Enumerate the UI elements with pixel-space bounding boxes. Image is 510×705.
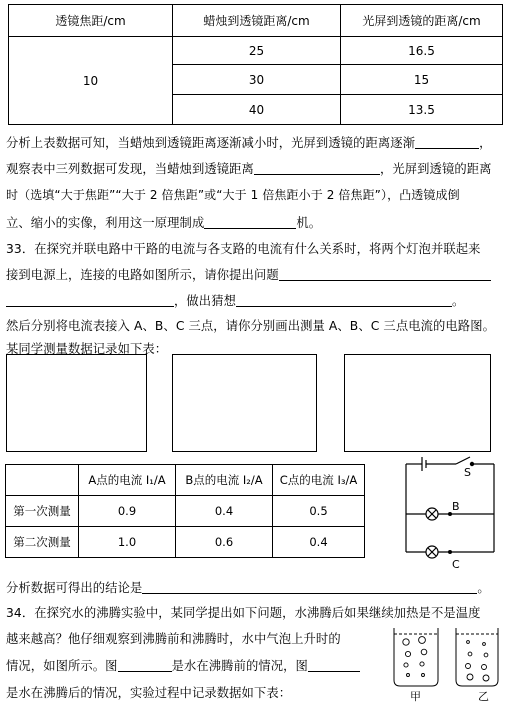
question-34-line: 34．在探究水的沸腾实验中，某同学提出如下问题，水沸腾后如果继续加热是不是温度 xyxy=(6,606,481,620)
conclusion-blank[interactable] xyxy=(142,581,477,594)
text-line: 分析上表数据可知，当蜡烛到透镜距离逐渐减小时，光屏到透镜的距离逐渐 ， xyxy=(6,136,492,150)
table-cell: 30 xyxy=(173,65,341,95)
table-cell: 0.4 xyxy=(176,496,273,527)
question-33-line: 接到电源上，连接的电路如图所示，请你提出问题 xyxy=(6,265,491,283)
row-label: 第二次测量 xyxy=(6,527,79,558)
answer-blank[interactable] xyxy=(415,136,479,149)
parallel-circuit-diagram xyxy=(398,452,510,574)
header-focal: 透镜焦距/cm xyxy=(9,5,173,37)
table-cell: 0.4 xyxy=(273,527,365,558)
switch-label: S xyxy=(464,466,471,479)
text-line: 观察表中三列数据可发现，当蜡烛到透镜距离 ，光屏到透镜的距离 xyxy=(6,162,492,176)
text-line: 时（选填“大于焦距”“大于 2 倍焦距”或“大于 1 倍焦距小于 2 倍焦距”），凸透镜成倒 xyxy=(6,188,460,202)
table-cell: 15 xyxy=(341,65,503,95)
header-a-current: A点的电流 I₁/A xyxy=(79,465,176,496)
lens-data-table xyxy=(8,4,503,125)
question-33-line: ，做出猜想 。 xyxy=(6,291,464,309)
header-c-current: C点的电流 I₃/A xyxy=(273,465,365,496)
guess-blank[interactable] xyxy=(236,294,452,307)
question-33-line: 某同学测量数据记录如下表： xyxy=(6,342,168,356)
drawing-box-c[interactable] xyxy=(344,354,491,452)
question-33-line: 然后分别将电流表接入 A、B、C 三点，请你分别画出测量 A、B、C 三点电流的电路图。 xyxy=(6,319,495,333)
question-blank[interactable] xyxy=(279,268,491,281)
beaker-label-jia: 甲 xyxy=(410,690,421,703)
header-screen-distance: 光屏到透镜的距离/cm xyxy=(341,5,503,37)
header-candle-distance: 蜡烛到透镜距离/cm xyxy=(173,5,341,37)
question-34-line: 是水在沸腾后的情况，实验过程中记录数据如下表： xyxy=(6,686,292,700)
point-c-label: C xyxy=(452,558,460,571)
table-cell: 1.0 xyxy=(79,527,176,558)
header-b-current: B点的电流 I₂/A xyxy=(176,465,273,496)
boiling-beakers-figure xyxy=(388,622,508,702)
table-cell: 0.5 xyxy=(273,496,365,527)
current-data-table xyxy=(5,464,365,558)
table-cell: 40 xyxy=(173,95,341,125)
table-cell xyxy=(6,465,79,496)
question-33-line: 33．在探究并联电路中干路的电流与各支路的电流有什么关系时，将两个灯泡并联起来 xyxy=(6,242,481,256)
answer-blank[interactable] xyxy=(118,659,172,672)
conclusion-line: 分析数据可得出的结论是 。 xyxy=(6,581,490,595)
table-cell: 16.5 xyxy=(341,37,503,65)
answer-blank[interactable] xyxy=(204,216,296,229)
answer-blank[interactable] xyxy=(254,162,380,175)
focal-value: 10 xyxy=(9,37,173,125)
drawing-box-b[interactable] xyxy=(172,354,317,452)
text-line: 立、缩小的实像，利用这一原理制成 机。 xyxy=(6,216,322,230)
table-cell: 0.6 xyxy=(176,527,273,558)
question-34-line: 越来越高？他仔细观察到沸腾前和沸腾时，水中气泡上升时的 xyxy=(6,632,341,646)
question-blank[interactable] xyxy=(6,294,174,307)
point-b-label: B xyxy=(452,500,460,513)
row-label: 第一次测量 xyxy=(6,496,79,527)
beaker-label-yi: 乙 xyxy=(478,690,489,703)
answer-blank[interactable] xyxy=(308,659,360,672)
table-cell: 13.5 xyxy=(341,95,503,125)
table-cell: 0.9 xyxy=(79,496,176,527)
drawing-box-a[interactable] xyxy=(6,354,147,452)
question-34-line: 情况，如图所示。图 是水在沸腾前的情况，图 xyxy=(6,656,360,674)
table-cell: 25 xyxy=(173,37,341,65)
